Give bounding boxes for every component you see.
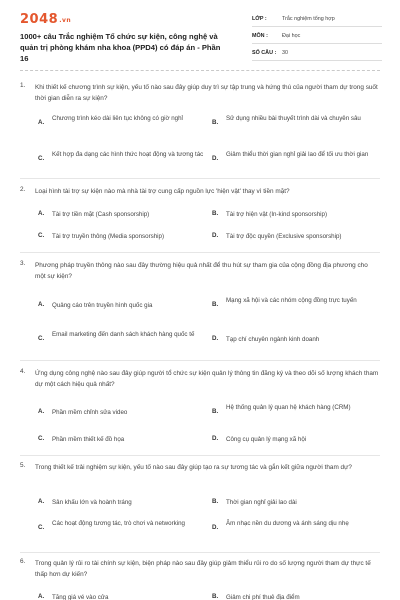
question-separator: [20, 178, 380, 179]
question-text: Phương pháp truyền thông nào sau đây thường hiệu quả nhất để thu hút sự tham gia của cộng đồng địa phương cho một sự kiện?: [35, 262, 368, 280]
header-divider: [20, 70, 380, 71]
info-row-subject: MÔN : Đại học: [252, 29, 382, 44]
question-3: 3. Phương pháp truyền thông nào sau đây thường hiệu quả nhất để thu hút sự tham gia của cộng đồng địa phương cho một sự kiện? A. Quảng cáo trên truyền hình quốc gia B. Mạng xã hội và các nhóm cộng đồng trực tuyến C. Email marketing đến danh sách khách hàng quốc tế D. Tạp chí chuyên ngành kinh doanh: [20, 260, 380, 352]
question-number: 1.: [20, 82, 26, 89]
document-header: [0, 0, 400, 66]
document-info: [252, 12, 382, 63]
question-text: Ứng dụng công nghệ nào sau đây giúp người tổ chức sự kiện quản lý thông tin đăng ký và theo dõi số lượng khách tham dự một cách hiệu quả nhất?: [35, 370, 379, 388]
document-title: 1000+ câu Trắc nghiệm Tổ chức sự kiện, công nghệ và quản trị phòng khám nha khoa (PPD4) có đáp án - Phần 16: [20, 32, 221, 63]
question-separator: [20, 455, 380, 456]
question-number: 2.: [20, 186, 26, 193]
question-6: 6. Trong quản lý rủi ro tài chính sự kiện, biện pháp nào sau đây giúp giảm thiểu rủi ro do số lượng người tham dự thực tế thấp hơn dự kiến? A. Tăng giá vé vào cửa B. Giảm chi phí thuê địa điểm: [20, 558, 380, 600]
question-text: Trong thiết kế trải nghiệm sự kiện, yếu tố nào sau đây giúp tạo ra sự tương tác và gắn kết giữa người tham dự?: [35, 464, 352, 471]
question-separator: [20, 360, 380, 361]
info-row-class: LỚP : Trắc nghiệm tổng hợp: [252, 12, 382, 27]
question-number: 6.: [20, 558, 26, 565]
question-text: Loại hình tài trợ sự kiện nào mà nhà tài trợ cung cấp nguồn lực 'hiện vật' thay vì tiền mặt?: [35, 188, 290, 195]
question-2: 2. Loại hình tài trợ sự kiện nào mà nhà tài trợ cung cấp nguồn lực 'hiện vật' thay vì tiền mặt? A. Tài trợ tiền mặt (Cash sponsorship) B. Tài trợ hiện vật (In-kind sponsorship) C. Tài trợ truyền thông (Media sponsorship) D. Tài trợ độc quyền (Exclusive sponsorship): [20, 186, 380, 246]
question-number: 3.: [20, 260, 26, 267]
question-separator: [20, 252, 380, 253]
question-text: Khi thiết kế chương trình sự kiện, yếu tố nào sau đây giúp duy trì sự tập trung và hứng thú của người tham dự trong suốt thời gian diễn ra sự kiện?: [35, 84, 378, 102]
question-4: 4. Ứng dụng công nghệ nào sau đây giúp người tổ chức sự kiện quản lý thông tin đăng ký và theo dõi số lượng khách tham dự một cách hiệu quả nhất? A. Phần mềm chỉnh sửa video B. Hệ thống quản lý quan hệ khách hàng (CRM) C. Phần mềm thiết kế đồ họa D. Công cụ quản lý mạng xã hội: [20, 368, 379, 443]
question-1: 1. Khi thiết kế chương trình sự kiện, yếu tố nào sau đây giúp duy trì sự tập trung và hứng thú của người tham dự trong suốt thời gian diễn ra sự kiện? A. Chương trình kéo dài liên tục không có giờ nghỉ B. Sử dụng nhiều bài thuyết trình dài và chuyên sâu C. Kết hợp đa dạng các hình thức hoạt động và tương tác D. Giảm thiểu thời gian nghỉ giải lao để tối ưu thời gian: [20, 82, 380, 166]
question-text: Trong quản lý rủi ro tài chính sự kiện, biện pháp nào sau đây giúp giảm thiểu rủi ro do số lượng người tham dự thực tế thấp hơn dự kiến?: [35, 560, 371, 578]
site-logo[interactable]: 2048.vn: [20, 12, 72, 27]
question-5: 5. Trong thiết kế trải nghiệm sự kiện, yếu tố nào sau đây giúp tạo ra sự tương tác và gắn kết giữa người tham dự? A. Sân khấu lớn và hoành tráng B. Thời gian nghỉ giải lao dài C. Các hoạt động tương tác, trò chơi và networking D. Âm nhạc nền du dương và ánh sáng dịu nhẹ: [20, 462, 380, 550]
question-number: 5.: [20, 462, 26, 469]
info-row-count: SỐ CÂU : 30: [252, 46, 382, 61]
question-separator: [20, 552, 380, 553]
question-number: 4.: [20, 368, 26, 375]
